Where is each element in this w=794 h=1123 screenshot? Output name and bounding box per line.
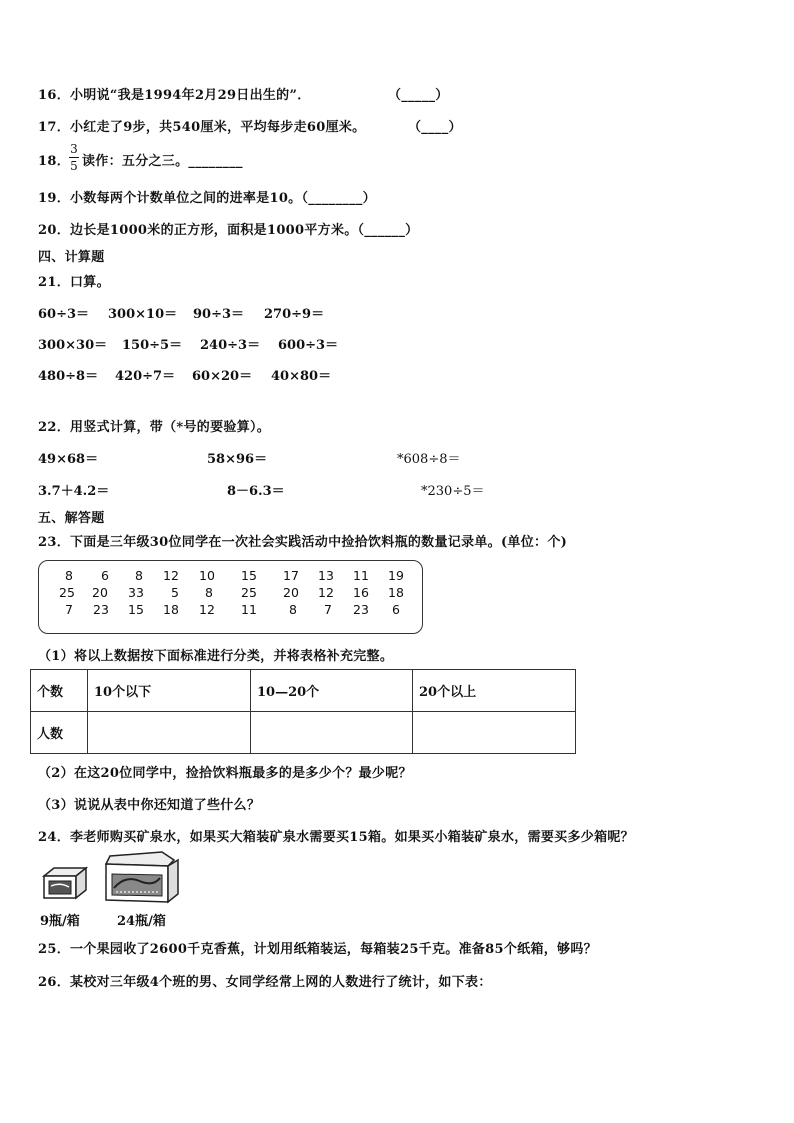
table-row (31, 670, 576, 712)
question-23-part-3: （3）说说从表中你还知道了些什么？ (38, 798, 261, 813)
record-value: 18 (388, 585, 404, 600)
oral-item: 150÷5＝ (122, 338, 183, 353)
table-answer-cell[interactable] (251, 712, 413, 754)
record-value: 12 (163, 568, 179, 583)
record-value: 25 (59, 585, 75, 600)
table-header-cell: 10个以下 (88, 670, 251, 712)
oral-item: 480÷8＝ (38, 369, 99, 384)
classification-table (30, 669, 576, 754)
oral-item: 300×30＝ (38, 338, 108, 353)
fraction-numerator: 3 (70, 142, 78, 156)
record-value: 8 (135, 568, 143, 583)
vertical-calc-item: 8－6.3＝ (227, 484, 285, 499)
large-crate-icon (102, 850, 182, 906)
table-row (31, 712, 576, 754)
record-value: 18 (163, 602, 179, 617)
vertical-calc-item: *608÷8＝ (397, 452, 461, 467)
vertical-calc-item: 58×96＝ (207, 452, 268, 467)
record-value: 10 (199, 568, 215, 583)
fraction-three-fifths (68, 141, 80, 174)
oral-item: 240÷3＝ (200, 338, 261, 353)
small-crate-icon (40, 864, 90, 904)
large-crate-caption: 24瓶/箱 (117, 914, 166, 929)
question-22: 22．用竖式计算，带（*号的要验算）。 (38, 420, 271, 435)
oral-item: 270÷9＝ (264, 307, 325, 322)
section-heading-calculation: 四、计算题 (38, 250, 105, 265)
fraction-denominator: 5 (70, 159, 78, 173)
record-value: 20 (92, 585, 108, 600)
oral-item: 600÷3＝ (278, 338, 339, 353)
record-value: 15 (128, 602, 144, 617)
question-20: 20．边长是1000米的正方形，面积是1000平方米。（______） (38, 223, 419, 238)
oral-item: 420÷7＝ (115, 369, 176, 384)
record-value: 17 (283, 568, 299, 583)
oral-item: 40×80＝ (271, 369, 332, 384)
oral-item: 60÷3＝ (38, 307, 90, 322)
table-header-cell: 10—20个 (251, 670, 413, 712)
oral-item: 60×20＝ (192, 369, 253, 384)
question-17: 17．小红走了9步，共540厘米，平均每步走60厘米。 (38, 120, 366, 135)
record-value: 33 (128, 585, 144, 600)
record-value: 8 (65, 568, 73, 583)
record-value: 23 (353, 602, 369, 617)
record-value: 20 (283, 585, 299, 600)
record-value: 11 (241, 602, 257, 617)
table-header-cell: 20个以上 (413, 670, 576, 712)
table-row-label: 人数 (31, 712, 88, 754)
oral-item: 300×10＝ (108, 307, 178, 322)
record-value: 12 (199, 602, 215, 617)
question-24: 24．李老师购买矿泉水，如果买大箱装矿泉水需要买15箱。如果买小箱装矿泉水，需要买多少箱呢？ (38, 830, 634, 845)
question-16: 16．小明说“我是1994年2月29日出生的”． (38, 88, 311, 103)
question-26: 26．某校对三年级4个班的男、女同学经常上网的人数进行了统计，如下表： (38, 975, 492, 990)
record-value: 25 (241, 585, 257, 600)
question-25: 25．一个果园收了2600千克香蕉，计划用纸箱装运，每箱装25千克。准备85个纸箱，够吗？ (38, 942, 597, 957)
question-19: 19．小数每两个计数单位之间的进率是10。（________） (38, 191, 376, 206)
record-value: 13 (318, 568, 334, 583)
record-value: 11 (353, 568, 369, 583)
question-21: 21．口算。 (38, 275, 110, 290)
table-answer-cell[interactable] (88, 712, 251, 754)
record-value: 5 (171, 585, 179, 600)
section-heading-word-problems: 五、解答题 (38, 511, 105, 526)
small-crate-caption: 9瓶/箱 (40, 914, 80, 929)
record-value: 16 (353, 585, 369, 600)
question-23-part-2: （2）在这20位同学中，捡拾饮料瓶最多的是多少个？最少呢？ (38, 766, 412, 781)
record-value: 19 (388, 568, 404, 583)
table-answer-cell[interactable] (413, 712, 576, 754)
answer-blank-16[interactable]: （_____） (388, 88, 449, 103)
vertical-calc-item: 3.7＋4.2＝ (38, 484, 110, 499)
record-value: 7 (65, 602, 73, 617)
record-value: 6 (101, 568, 109, 583)
record-value: 7 (324, 602, 332, 617)
record-box (38, 560, 423, 634)
answer-blank-17[interactable]: （____） (408, 120, 462, 135)
record-value: 23 (93, 602, 109, 617)
question-23: 23．下面是三年级30位同学在一次社会实践活动中捡拾饮料瓶的数量记录单。(单位：个) (38, 535, 568, 550)
vertical-calc-item: 49×68＝ (38, 452, 99, 467)
table-header-cell: 个数 (31, 670, 88, 712)
oral-item: 90÷3＝ (193, 307, 245, 322)
record-value: 15 (241, 568, 257, 583)
record-value: 6 (392, 602, 400, 617)
question-18-number: 18． (38, 154, 70, 169)
question-23-part-1: （1）将以上数据按下面标准进行分类，并将表格补充完整。 (38, 649, 394, 664)
record-value: 8 (289, 602, 297, 617)
record-value: 12 (318, 585, 334, 600)
vertical-calc-item: *230÷5＝ (421, 484, 485, 499)
question-18-text: 读作：五分之三。________ (82, 154, 243, 169)
record-value: 8 (205, 585, 213, 600)
